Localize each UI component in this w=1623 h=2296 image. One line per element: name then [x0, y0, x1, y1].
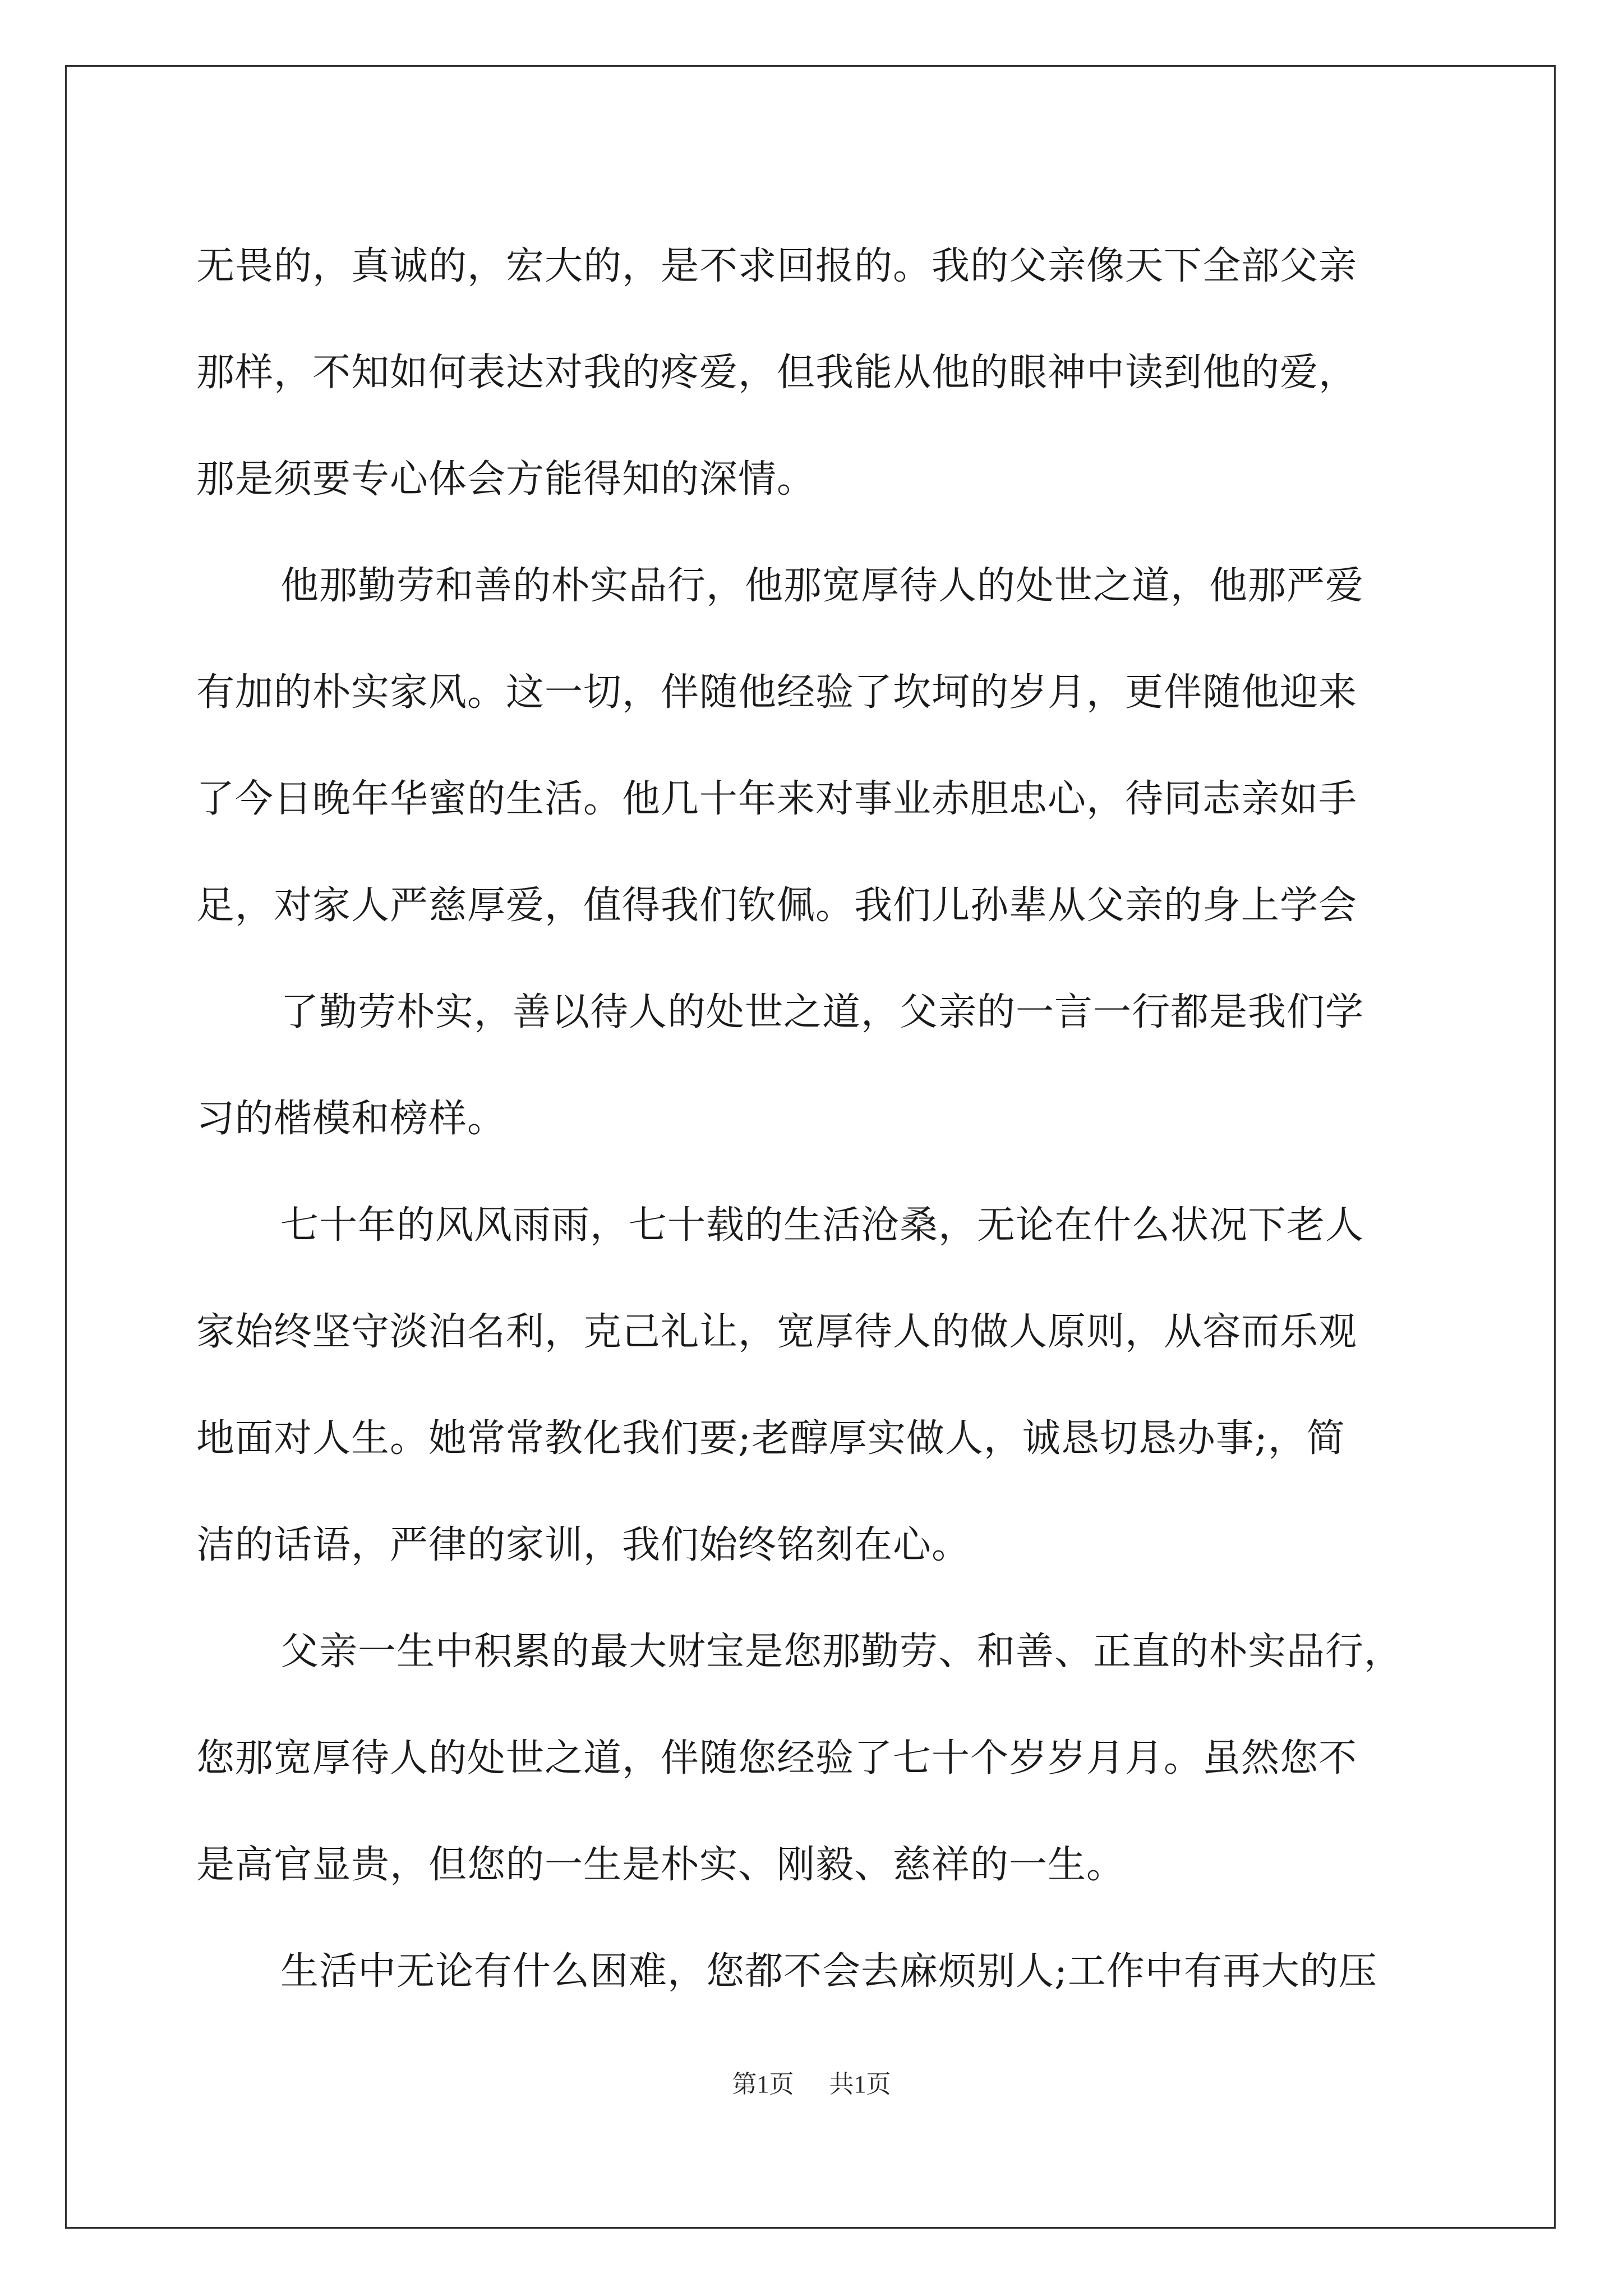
text-line-4: 他那勤劳和善的朴实品行，他那宽厚待人的处世之道，他那严爱 — [280, 564, 1364, 608]
text-line-1: 无畏的，真诚的，宏大的，是不求回报的。我的父亲像天下全部父亲 — [196, 244, 1358, 288]
text-line-17: 生活中无论有什么困难，您都不会去麻烦别人;工作中有再大的压 — [280, 1949, 1377, 1994]
text-line-2: 那样，不知如何表达对我的疼爱，但我能从他的眼神中读到他的爱， — [196, 351, 1358, 395]
text-line-9: 习的楷模和榜样。 — [196, 1097, 506, 1141]
text-line-6: 了今日晚年华蜜的生活。他几十年来对事业赤胆忠心，待同志亲如手 — [196, 777, 1358, 821]
text-line-13: 洁的话语，严律的家训，我们始终铭刻在心。 — [196, 1523, 971, 1567]
page-number-total: 共1页 — [829, 2070, 891, 2098]
text-line-16: 是高官显贵，但您的一生是朴实、刚毅、慈祥的一生。 — [196, 1843, 1126, 1887]
text-line-14: 父亲一生中积累的最大财宝是您那勤劳、和善、正直的朴实品行， — [280, 1630, 1403, 1674]
page-number-current: 第1页 — [732, 2070, 794, 2098]
text-line-15: 您那宽厚待人的处世之道，伴随您经验了七十个岁岁月月。虽然您不 — [196, 1736, 1358, 1780]
text-line-12: 地面对人生。她常常教化我们要;老醇厚实做人，诚恳切恳办事;，简 — [196, 1416, 1345, 1461]
text-line-11: 家始终坚守淡泊名利，克己礼让，宽厚待人的做人原则，从容而乐观 — [196, 1310, 1358, 1354]
text-line-8: 了勤劳朴实，善以待人的处世之道，父亲的一言一行都是我们学 — [280, 990, 1364, 1034]
text-line-10: 七十年的风风雨雨，七十载的生活沧桑，无论在什么状况下老人 — [280, 1203, 1364, 1248]
text-line-3: 那是须要专心体会方能得知的深情。 — [196, 457, 816, 501]
page-footer — [0, 2068, 1623, 2101]
text-line-7: 足，对家人严慈厚爱，值得我们钦佩。我们儿孙辈从父亲的身上学会 — [196, 884, 1358, 928]
document-body — [196, 213, 1430, 2025]
text-line-5: 有加的朴实家风。这一切，伴随他经验了坎坷的岁月，更伴随他迎来 — [196, 670, 1358, 715]
